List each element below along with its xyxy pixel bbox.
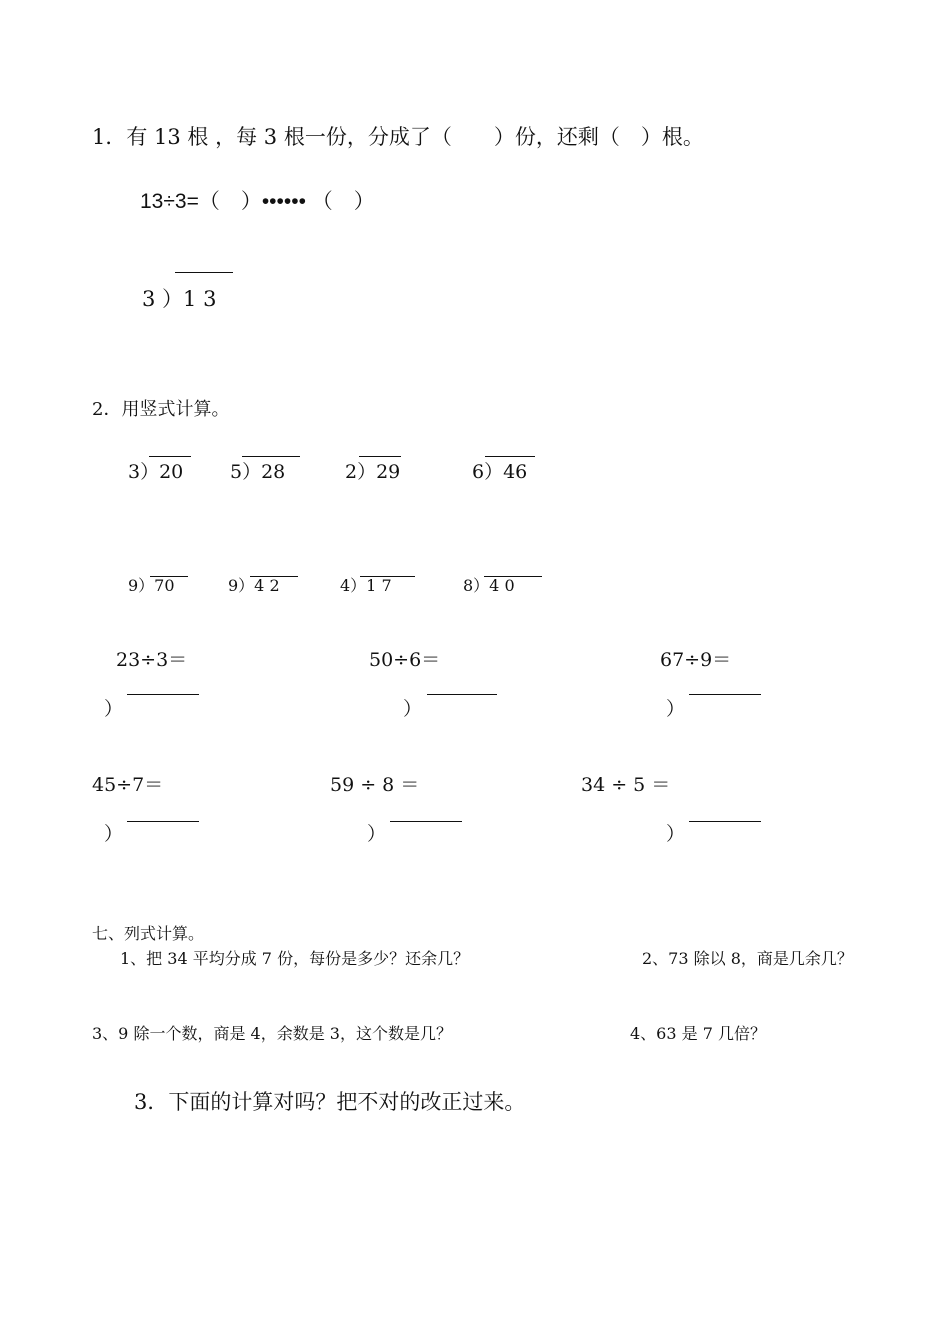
division-bracket-line bbox=[427, 694, 497, 695]
division-expression: 59 ÷ 8 ＝ bbox=[330, 774, 420, 796]
division-bracket-line bbox=[242, 456, 300, 457]
division-bracket: ） bbox=[666, 698, 686, 720]
division-bracket-line bbox=[390, 821, 462, 822]
division-problem: 5）28 bbox=[230, 461, 286, 483]
division-bracket-line bbox=[127, 694, 199, 695]
question-1-equation: 13÷3=（ ）•••••• （ ） bbox=[140, 190, 375, 213]
division-problem: 4）1 7 bbox=[340, 576, 392, 595]
division-bracket-line bbox=[127, 821, 199, 822]
division-bracket-line bbox=[689, 821, 761, 822]
question-2-title: 2．用竖式计算。 bbox=[92, 399, 230, 420]
question-1-text: 1．有 13 根 ，每 3 根一份，分成了（ ）份，还剩（ ）根。 bbox=[92, 125, 704, 149]
word-problem: 4、63 是 7 几倍？ bbox=[630, 1024, 766, 1043]
division-expression: 23÷3＝ bbox=[116, 649, 188, 671]
question-1-long-division: 3 ）1 3 bbox=[142, 287, 217, 311]
division-bracket-line bbox=[149, 456, 191, 457]
word-problem: 3、9 除一个数，商是 4，余数是 3，这个数是几？ bbox=[92, 1024, 452, 1043]
word-problem: 2、73 除以 8，商是几余几？ bbox=[642, 949, 853, 968]
division-bracket: ） bbox=[104, 698, 124, 720]
division-problem: 9）70 bbox=[128, 576, 175, 595]
word-problem: 1、把 34 平均分成 7 份，每份是多少？还余几？ bbox=[120, 949, 470, 968]
division-bracket-line bbox=[359, 456, 401, 457]
section-7-title: 七、列式计算。 bbox=[92, 924, 205, 943]
division-bracket-line bbox=[689, 694, 761, 695]
division-bracket-line bbox=[175, 272, 233, 273]
division-problem: 3）20 bbox=[128, 461, 184, 483]
question-3-title: 3．下面的计算对吗？把不对的改正过来。 bbox=[134, 1090, 526, 1114]
division-expression: 50÷6＝ bbox=[369, 649, 441, 671]
division-problem: 9）4 2 bbox=[228, 576, 280, 595]
division-bracket: ） bbox=[367, 823, 387, 845]
division-expression: 45÷7＝ bbox=[92, 774, 164, 796]
division-problem: 8）4 0 bbox=[463, 576, 515, 595]
division-bracket: ） bbox=[666, 823, 686, 845]
division-bracket: ） bbox=[403, 698, 423, 720]
division-expression: 34 ÷ 5 ＝ bbox=[581, 774, 671, 796]
division-problem: 2）29 bbox=[345, 461, 401, 483]
division-bracket: ） bbox=[104, 823, 124, 845]
division-bracket-line bbox=[485, 456, 535, 457]
division-expression: 67÷9＝ bbox=[660, 649, 732, 671]
division-problem: 6）46 bbox=[472, 461, 528, 483]
